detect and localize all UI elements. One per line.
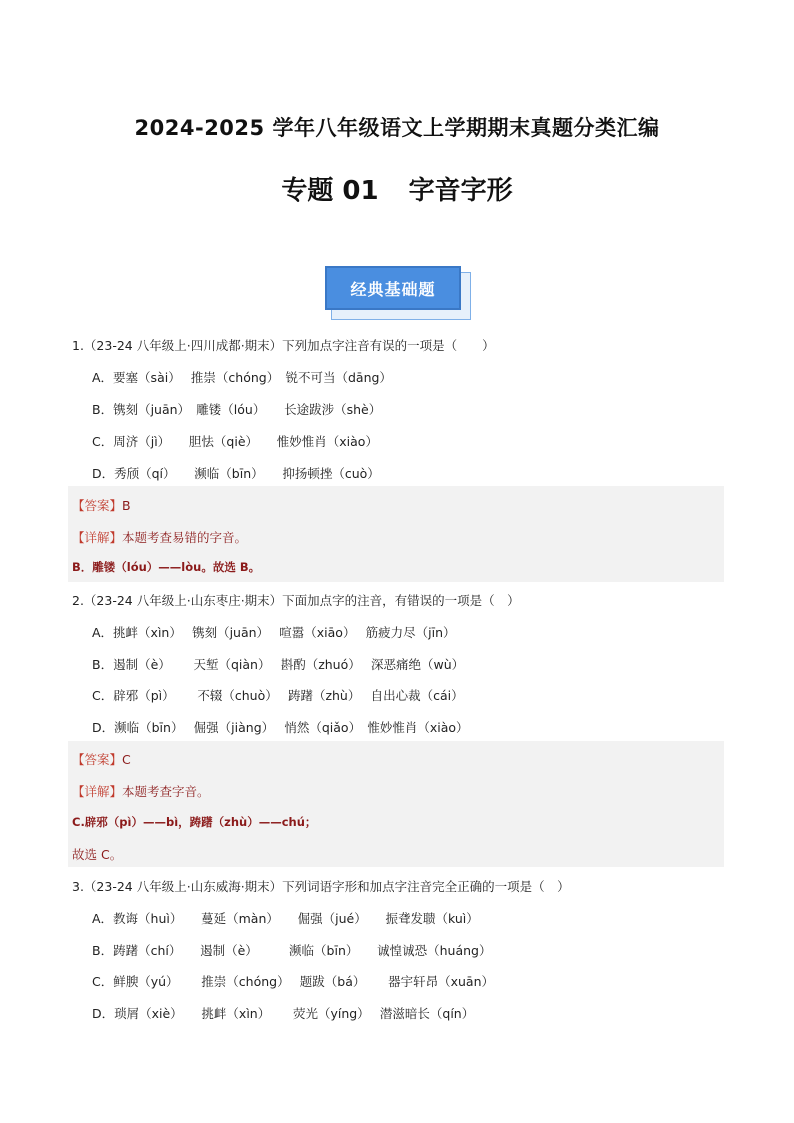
question-2-stem: 2.（23-24 八年级上·山东枣庄·期末）下面加点字的注音，有错误的一项是（ ） <box>72 593 520 608</box>
document-title: 2024-2025 学年八年级语文上学期期末真题分类汇编 <box>134 116 660 140</box>
question-2-option-b: B．遏制（è） 天堑（qiàn） 斟酌（zhuó） 深恶痛绝（wù） <box>92 657 465 672</box>
detail-text: 本题考查易错的字音。 <box>122 530 248 545</box>
question-2-option-c: C．辟邪（pì） 不辍（chuò） 踌躇（zhù） 自出心裁（cái） <box>92 688 464 703</box>
question-1-explanation: B．雕镂（lóu）——lòu。故选 B。 <box>72 560 261 574</box>
question-1-detail <box>72 528 247 546</box>
subtitle-topic: 字音字形 <box>408 176 513 206</box>
answer-value: C <box>122 752 131 767</box>
question-2-option-d: D．濒临（bīn） 倔强（jiàng） 悄然（qiǎo） 惟妙惟肖（xiào） <box>92 720 469 735</box>
question-3-option-d: D．琐屑（xiè） 挑衅（xìn） 荧光（yíng） 潜滋暗长（qín） <box>92 1006 475 1021</box>
answer-tag: 【答案】 <box>72 498 123 513</box>
detail-tag: 【详解】 <box>72 530 123 545</box>
question-2-option-a: A．挑衅（xìn） 镌刻（juān） 喧嚣（xiāo） 筋疲力尽（jīn） <box>92 625 456 640</box>
answer-tag: 【答案】 <box>72 752 123 767</box>
question-1-option-d: D．秀颀（qí） 濒临（bīn） 抑扬顿挫（cuò） <box>92 466 380 481</box>
answer-value: B <box>122 498 131 513</box>
detail-text: 本题考查字音。 <box>122 784 210 799</box>
question-2-explanation: C.辟邪（pì）——bì，踌躇（zhù）——chú； <box>72 815 317 829</box>
badge-label: 经典基础题 <box>350 279 436 299</box>
question-3-stem: 3.（23-24 八年级上·山东威海·期末）下列词语字形和加点字注音完全正确的一项是（ ） <box>72 879 570 894</box>
question-1-stem: 1.（23-24 八年级上·四川成都·期末）下列加点字注音有误的一项是（ ） <box>72 338 495 353</box>
question-3-option-a: A．教诲（huì） 蔓延（màn） 倔强（jué） 振聋发聩（kuì） <box>92 911 479 926</box>
question-2-detail <box>72 782 210 800</box>
question-3-option-b: B．踌躇（chí） 遏制（è） 濒临（bīn） 诚惶诚恐（huáng） <box>92 943 492 958</box>
document-subtitle <box>0 170 794 207</box>
badge-face <box>325 266 461 310</box>
question-2-answer-panel <box>68 741 724 867</box>
question-3-option-c: C．鲜腴（yú） 推崇（chóng） 题跋（bá） 器宇轩昂（xuān） <box>92 974 495 989</box>
question-2-conclusion: 故选 C。 <box>72 847 123 862</box>
section-badge <box>325 266 471 320</box>
question-1-answer <box>72 496 131 514</box>
question-1-option-a: A．要塞（sài） 推崇（chóng） 锐不可当（dāng） <box>92 370 392 385</box>
question-2-answer <box>72 750 131 768</box>
question-1-option-c: C．周济（jì） 胆怯（qiè） 惟妙惟肖（xiào） <box>92 434 378 449</box>
subtitle-number: 专题 01 <box>281 176 379 206</box>
question-1-option-b: B．镌刻（juān） 雕镂（lóu） 长途跋涉（shè） <box>92 402 382 417</box>
detail-tag: 【详解】 <box>72 784 123 799</box>
